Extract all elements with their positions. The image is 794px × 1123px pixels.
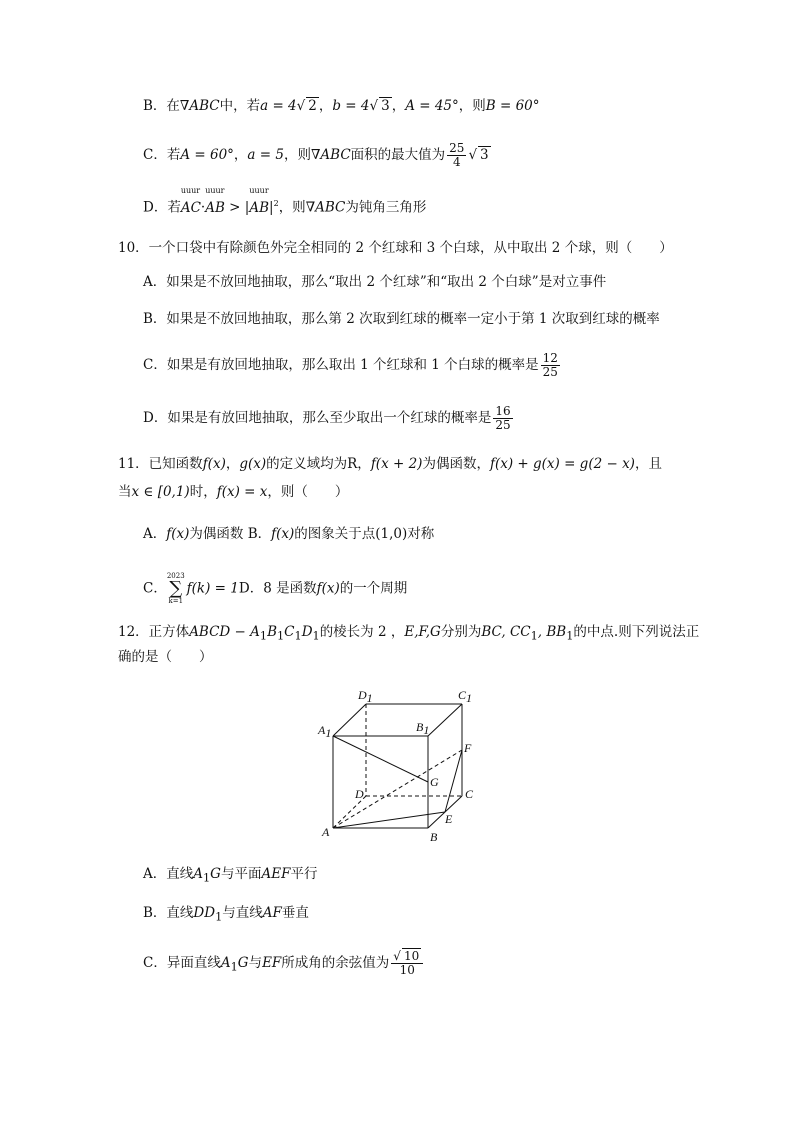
fraction: $\frac{16}{25}$ [495, 404, 511, 432]
q10-option-b: B．如果是不放回地抽取，那么第 2 次取到红球的概率一定小于第 1 次取到红球的概率 [143, 311, 660, 327]
q9-option-b: B．在∇ABC中，若a = 4√ 2 ，b = 4√ 3 ，A = 45°，则B = 60° [143, 98, 540, 114]
q12-stem-line2: 确的是（ ） [118, 649, 213, 665]
q11-options-ab: A．f(x)为偶函数 B．f(x)的图象关于点(1,0)对称 [143, 526, 435, 542]
edge [428, 796, 462, 828]
label-b1: B1 [416, 720, 430, 737]
summation: 2023 ∑ k=1 [166, 572, 185, 605]
label-e: E [445, 812, 453, 826]
fraction: $\frac{12}{25}$ [542, 351, 558, 379]
q11-stem-line2: 当x ∈ [0,1)时，f(x) = x，则（ ） [118, 484, 349, 500]
label-d: D [355, 787, 364, 801]
line-ae [333, 812, 445, 828]
label-f: F [464, 741, 472, 755]
label-a1: A1 [318, 723, 332, 740]
q10-option-d: D．如果是有放回地抽取，那么至少取出一个红球的概率是 $\frac{16}{25}$ [143, 404, 511, 432]
fraction: $\frac{√ 10}{10}$ [391, 950, 423, 977]
q9-option-d: D．若 uuur AC· uuur AB > | uuur $AB|^2$，则∇ABC为钝角三角形 [143, 185, 427, 216]
q12-stem-line1: 12．正方体ABCD − $A_1B_1C_1D_1$的棱长为 2 ，E,F,G分别为BC, $CC_1$, $BB_1$的中点.则下列说法正 [118, 624, 700, 643]
label-g: G [430, 775, 439, 789]
label-c: C [465, 787, 474, 801]
q10-stem: 10．一个口袋中有除颜色外完全相同的 2 个红球和 3 个白球，从中取出 2 个球，则（ ） [118, 240, 673, 256]
q12-option-c: C．异面直线$A_1G$与EF所成角的余弦值为 $\frac{√ 10}{10}$ [143, 950, 425, 978]
fraction: $\frac{25}{4}$ [449, 141, 465, 169]
edge [333, 704, 366, 736]
line-a1g [333, 736, 428, 782]
q10-option-a: A．如果是不放回地抽取，那么“取出 2 个红球”和“取出 2 个白球”是对立事件 [143, 274, 607, 290]
label-b: B [430, 830, 438, 844]
q11-stem-line1: 11．已知函数f(x)，g(x)的定义域均为R，f(x + 2)为偶函数，f(x) + g(x) = g(2 − x)，且 [118, 456, 662, 472]
hidden-edge [333, 796, 366, 828]
q12-option-a: A．直线$A_1G$与平面AEF平行 [143, 866, 318, 885]
q12-option-b: B．直线$DD_1$与直线AF垂直 [143, 905, 309, 924]
label-d1: D1 [358, 688, 373, 705]
hidden-line-af [333, 750, 462, 828]
label-c1: C1 [458, 688, 473, 705]
q10-option-c: C．如果是有放回地抽取，那么取出 1 个红球和 1 个白球的概率是 $\frac{12}{25}$ [143, 351, 558, 379]
q9-option-c: C．若A = 60°，a = 5，则∇ABC面积的最大值为 $\frac{25}{4}$ √ 3 [143, 141, 489, 169]
line-ef [445, 750, 462, 812]
label-a: A [322, 825, 330, 839]
edge [428, 704, 462, 736]
q11-options-cd: C． 2023 ∑ k=1 f(k) = 1D．8 是函数f(x)的一个周期 [143, 572, 408, 605]
